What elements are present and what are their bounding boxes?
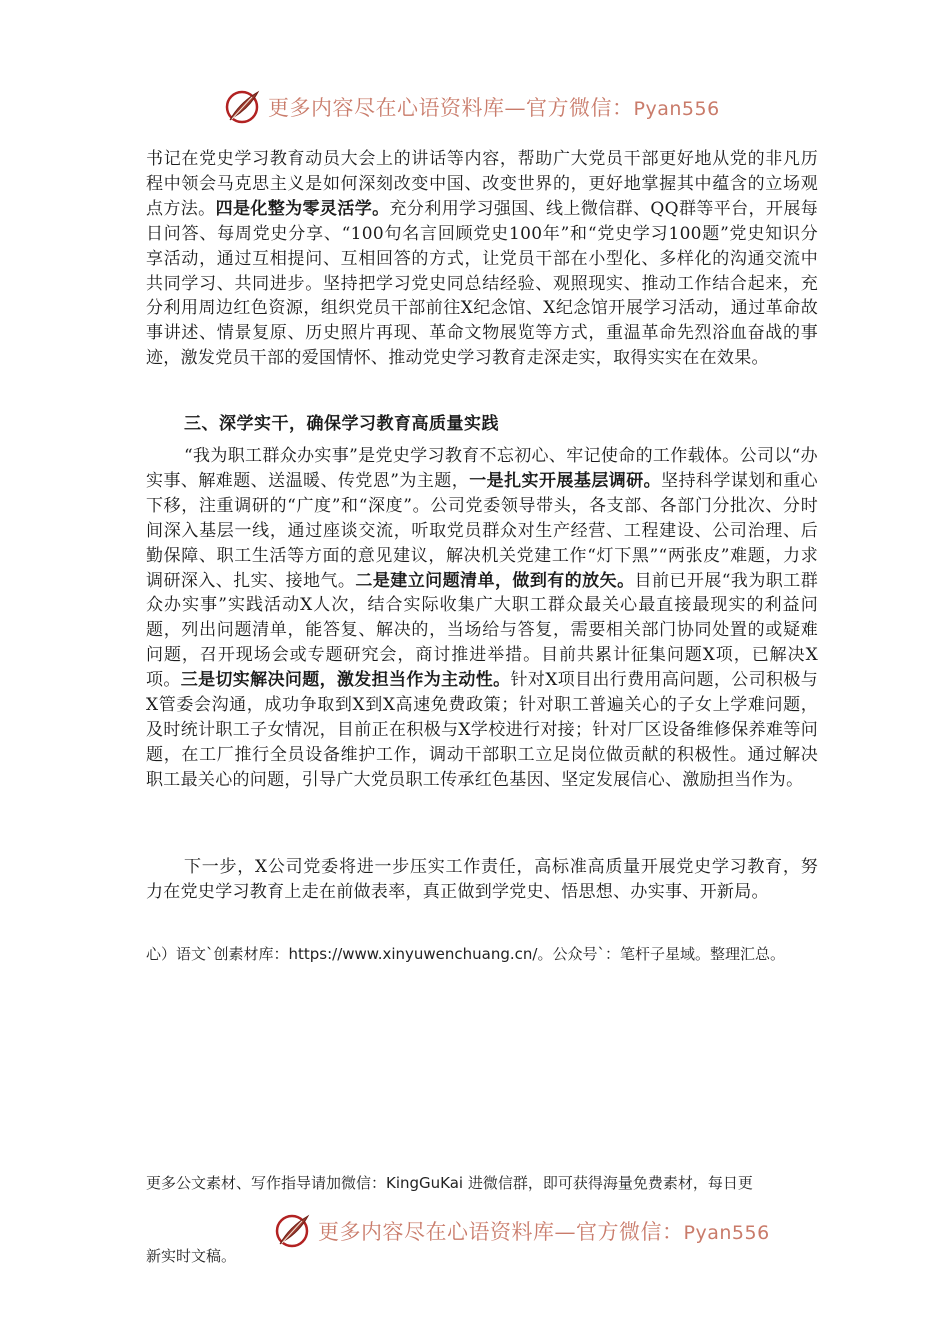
- footer-line-1: 更多公文素材、写作指导请加微信：KingGuKai 进微信群，即可获得海量免费素材，每日更: [146, 1174, 753, 1192]
- banner-text: 更多内容尽在心语资料库—官方微信：Pyan556: [318, 1220, 770, 1244]
- quill-logo-icon: [272, 1211, 312, 1251]
- footer-line-2: 新实时文稿。: [146, 1247, 237, 1265]
- paragraph-3: 下一步，X公司党委将进一步压实工作责任，高标准高质量开展党史学习教育，努力在党史学习教育上走在前做表率，真正做到学党史、悟思想、办实事、开新局。: [146, 857, 818, 902]
- paragraph-1: 书记在党史学习教育动员大会上的讲话等内容，帮助广大党员干部更好地从党的非凡历程中领会马克思主义是如何深刻改变中国、改变世界的，更好地掌握其中蕴含的立场观点方法。四是化整为零灵活学。充分利用学习强国、线上微信群、QQ群等平台，开展每日问答、每周党史分享、“100句名言回顾党史100年”和“党史学习100题”党史知识分享活动，通过互相提问、互相回答的方式，让党员干部在小型化、多样化的沟通交流中共同学习、共同进步。坚持把学习党史同总结经验、观照现实、推动工作结合起来，充分利用周边红色资源，组织党员干部前往X纪念馆、X纪念馆开展学习活动，通过革命故事讲述、情景复原、历史照片再现、革命文物展览等方式，重温革命先烈浴血奋战的事迹，激发党员干部的爱国情怀、推动党史学习教育走深走实，取得实实在在效果。: [146, 149, 819, 369]
- point-2-title: 二是建立问题清单，做到有的放矢。: [355, 570, 635, 591]
- banner-text: 更多内容尽在心语资料库—官方微信：Pyan556: [268, 96, 720, 120]
- paragraph-2: “我为职工群众办实事”是党史学习教育不忘初心、牢记使命的工作载体。公司以“办实事、解难题、送温暖、传党恩”为主题，一是扎实开展基层调研。坚持科学谋划和重心下移，注重调研的“广度”和“深度”。公司党委领导带头，各支部、各部门分批次、分时间深入基层一线，通过座谈交流，听取党员群众对生产经营、工程建设、公司治理、后勤保障、职工生活等方面的意见建议，解决机关党建工作“灯下黑”“两张皮”难题，力求调研深入、扎实、接地气。二是建立问题清单，做到有的放矢。目前已开展“我为职工群众办实事”实践活动X人次，结合实际收集广大职工群众最关心最直接最现实的利益问题，列出问题清单，能答复、解决的，当场给与答复，需要相关部门协同处置的或疑难问题，召开现场会或专题研究会，商讨推进举措。目前共累计征集问题X项，已解决X项。三是切实解决问题，激发担当作为主动性。针对X项目出行费用高问题，公司积极与X管委会沟通，成功争取到X到X高速免费政策；针对职工普遍关心的子女上学难问题，及时统计职工子女情况，目前正在积极与X学校进行对接；针对厂区设备维修保养难等问题，在工厂推行全员设备维护工作，调动干部职工立足岗位做贡献的积极性。通过解决职工最关心的问题，引导广大党员职工传承红色基因、坚定发展信心、激励担当作为。: [146, 446, 818, 790]
- point-1-title: 一是扎实开展基层调研。: [469, 470, 662, 491]
- section-3-heading: 三、深学实干，确保学习教育高质量实践: [184, 414, 499, 434]
- wechat-id: Pyan556: [683, 1222, 770, 1244]
- header-banner: [222, 84, 720, 130]
- point-3-title: 三是切实解决问题，激发担当作为主动性。: [180, 670, 511, 691]
- source-note: 心）语文`创素材库：https://www.xinyuwenchuang.cn/。公众号`：笔杆子星域。整理汇总。: [146, 945, 785, 963]
- quill-logo-icon: [222, 87, 262, 127]
- point-4-title: 四是化整为零灵活学。: [215, 198, 390, 219]
- footer-banner: [272, 1208, 770, 1254]
- wechat-id: Pyan556: [633, 98, 720, 120]
